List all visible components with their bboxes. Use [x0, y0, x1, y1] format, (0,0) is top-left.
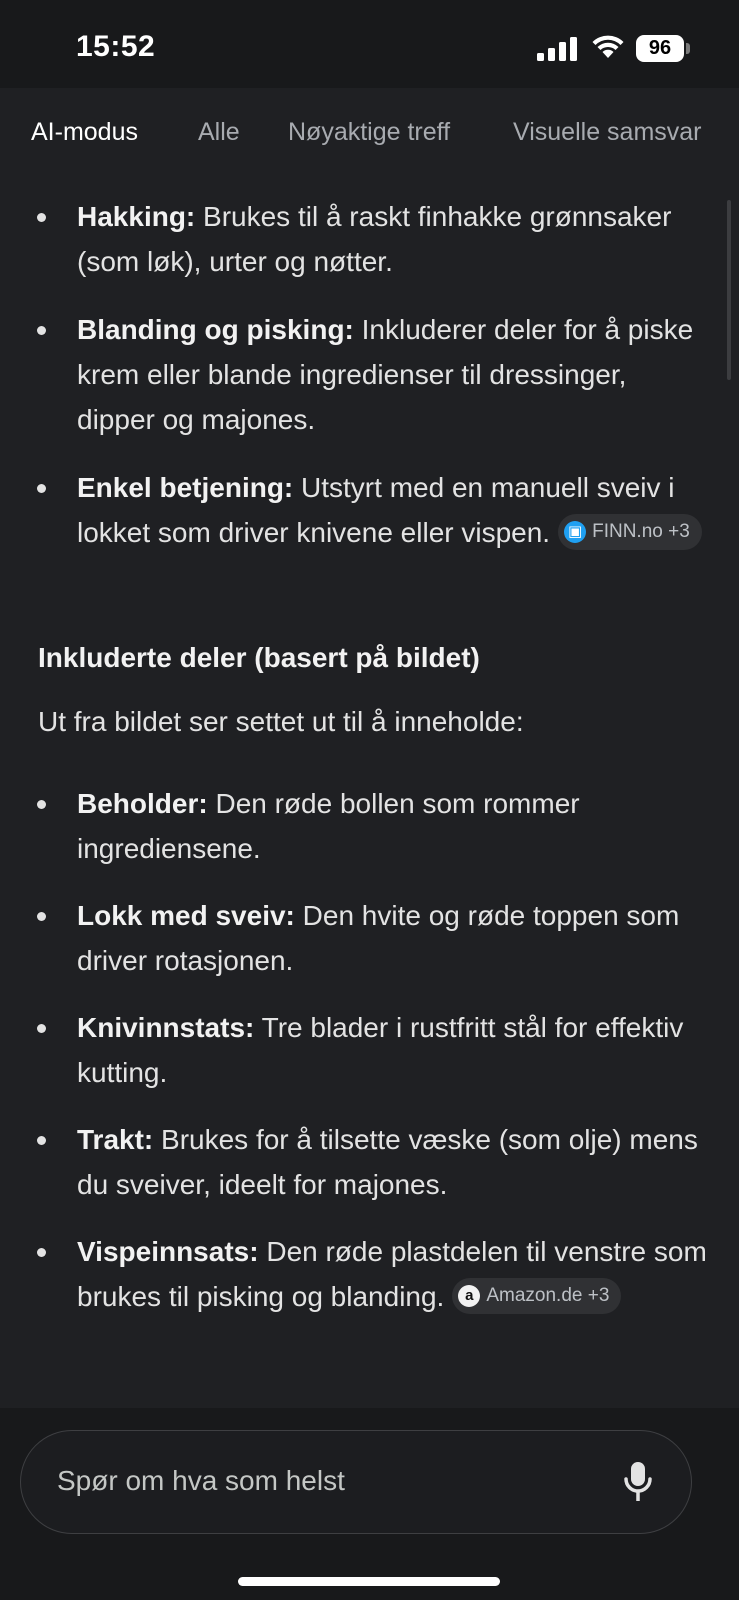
tab-all[interactable]: Alle	[198, 118, 240, 146]
item-text: Brukes til å raskt finhakke grønnsaker (som løk), urter og nøtter.	[77, 201, 672, 277]
list-item	[0, 465, 739, 555]
item-text: Brukes for å tilsette væske (som olje) mens du sveiver, ideelt for majones.	[77, 1124, 698, 1200]
item-text: Utstyrt med en manuell sveiv i lokket som driver knivene eller vispen.	[77, 472, 675, 548]
item-text: Tre blader i rustfritt stål for effektiv kutting.	[77, 1012, 684, 1088]
feature-list	[0, 194, 739, 555]
battery-level: 96	[648, 37, 672, 59]
source-chip-label: FINN.no +3	[592, 521, 690, 543]
item-term: Vispeinnsats:	[77, 1236, 259, 1267]
search-mode-tabs	[0, 96, 739, 172]
source-chip-finn[interactable]	[558, 514, 702, 550]
finn-icon: ▣	[564, 521, 586, 543]
list-item	[0, 1229, 739, 1319]
list-item	[0, 194, 739, 284]
list-item	[0, 893, 739, 983]
parts-list	[0, 781, 739, 1319]
home-indicator[interactable]	[238, 1577, 500, 1586]
status-bar	[0, 0, 739, 88]
scrollbar[interactable]	[727, 200, 731, 380]
list-item	[0, 307, 739, 442]
status-time: 15:52	[76, 30, 156, 63]
item-text: Den røde bollen som rommer ingrediensene.	[77, 788, 580, 864]
item-term: Hakking:	[77, 201, 196, 232]
source-chip-label: Amazon.de +3	[486, 1285, 610, 1307]
item-term: Lokk med sveiv:	[77, 900, 295, 931]
ai-answer-content	[0, 172, 739, 1408]
list-item	[0, 1117, 739, 1207]
list-item	[0, 781, 739, 871]
item-text: Den røde plastdelen til venstre som brukes til pisking og blanding.	[77, 1236, 707, 1312]
list-item	[0, 1005, 739, 1095]
item-term: Enkel betjening:	[77, 472, 294, 503]
section-intro: Ut fra bildet ser settet ut til å inneholde:	[38, 706, 524, 737]
item-text: Inkluderer deler for å piske krem eller blande ingredienser til dressinger, dipper og majones.	[77, 314, 694, 435]
section-heading: Inkluderte deler (basert på bildet)	[38, 642, 480, 673]
item-text: Den hvite og røde toppen som driver rotasjonen.	[77, 900, 680, 976]
item-term: Trakt:	[77, 1124, 154, 1155]
source-chip-amazon[interactable]	[452, 1278, 621, 1314]
item-term: Blanding og pisking:	[77, 314, 354, 345]
ask-input[interactable]	[20, 1430, 692, 1534]
tab-visual-matches[interactable]: Visuelle samsvar	[513, 118, 702, 146]
wifi-icon	[591, 34, 625, 60]
cellular-signal-icon	[537, 37, 579, 61]
microphone-icon[interactable]	[623, 1461, 653, 1503]
item-term: Beholder:	[77, 788, 208, 819]
battery-tip	[686, 43, 690, 54]
amazon-icon: a	[458, 1285, 480, 1307]
item-term: Knivinnstats:	[77, 1012, 255, 1043]
tab-ai-mode[interactable]: AI-modus	[31, 118, 138, 146]
ask-placeholder: Spør om hva som helst	[57, 1465, 345, 1496]
battery-icon	[636, 35, 684, 62]
tab-exact-matches[interactable]: Nøyaktige treff	[288, 118, 451, 146]
